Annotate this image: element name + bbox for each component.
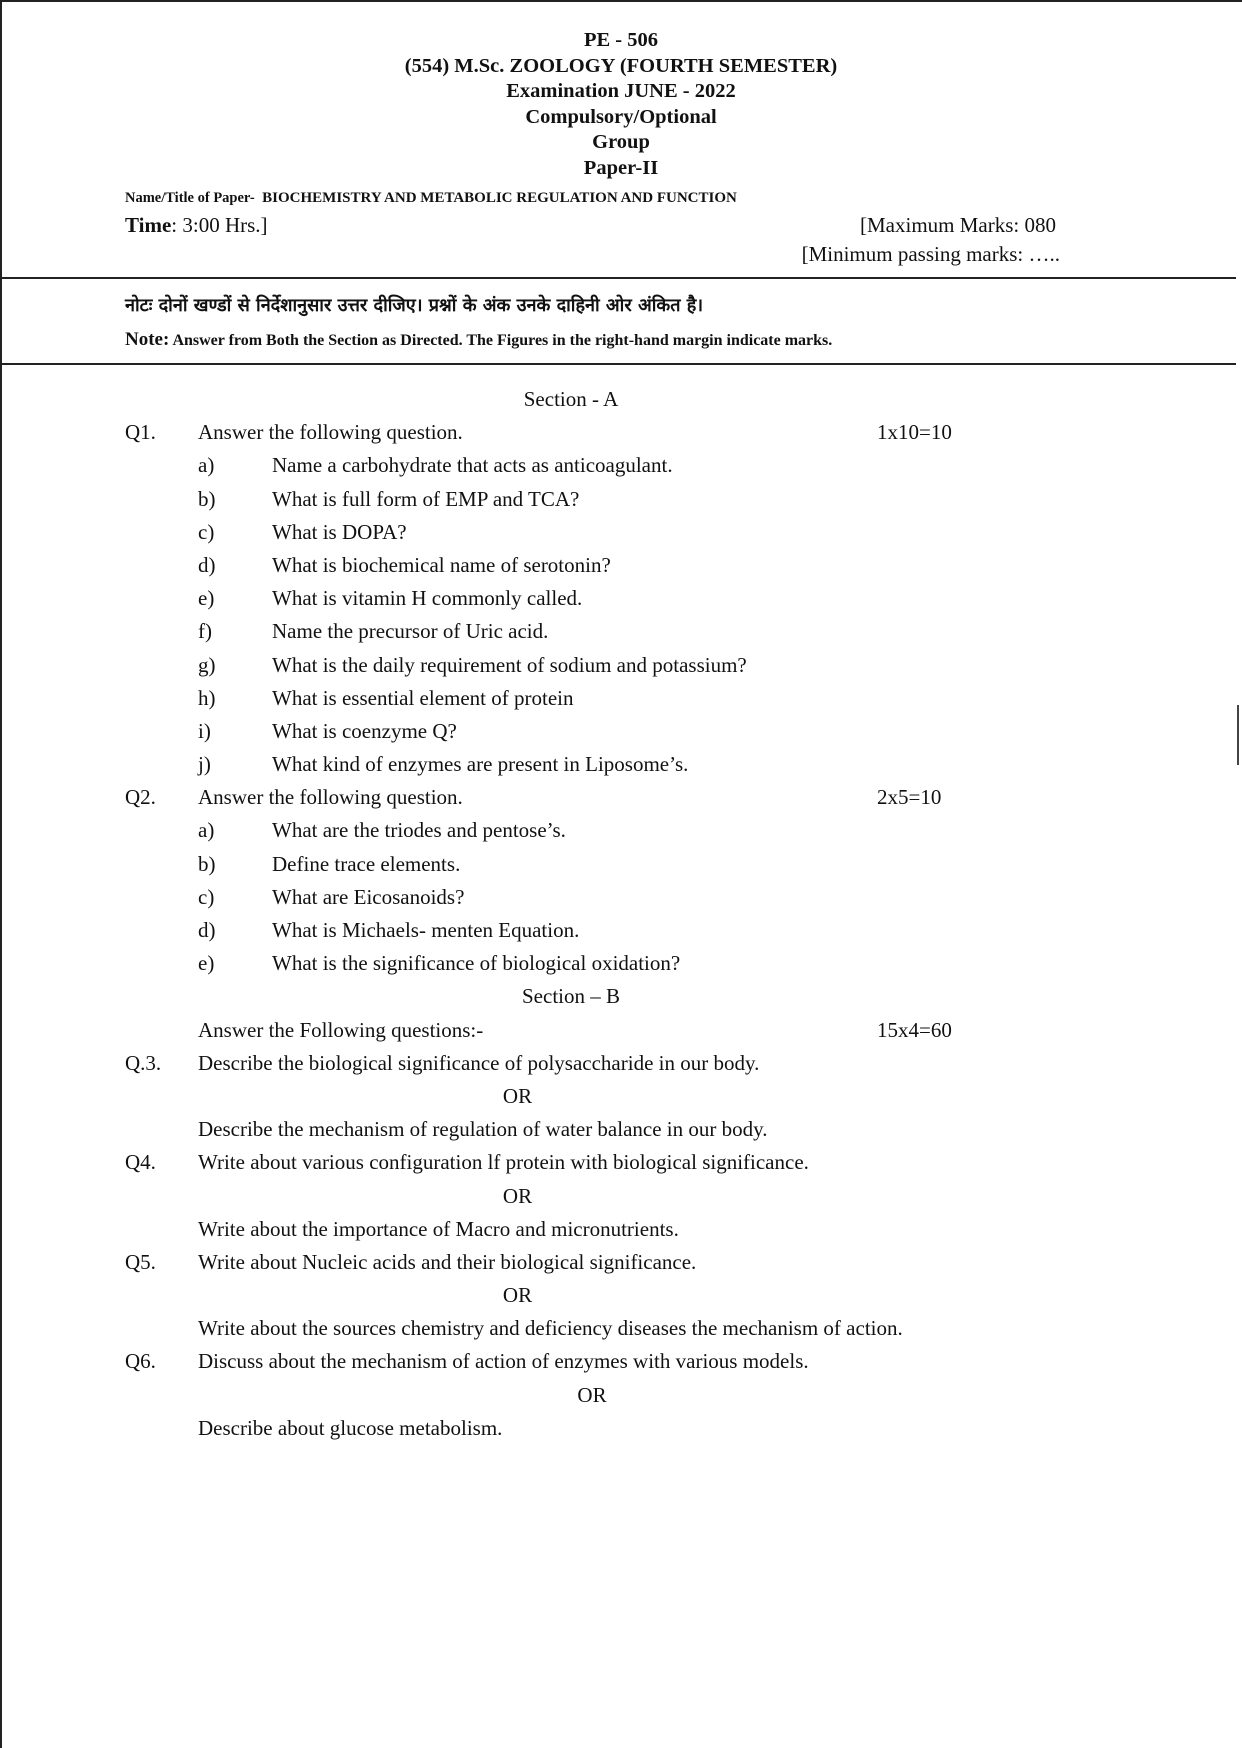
exam-session: Examination JUNE - 2022	[506, 80, 736, 102]
sub-question-label: d)	[198, 918, 216, 942]
question-q1	[0, 416, 1242, 449]
paper-type: Compulsory/Optional	[525, 105, 717, 128]
question-paper-body	[0, 383, 1242, 1445]
question-q3	[0, 1047, 1242, 1080]
maximum-marks: [Maximum Marks: 080	[860, 213, 1056, 237]
paper-name	[125, 190, 737, 207]
question-q6	[0, 1345, 1242, 1378]
divider-top	[0, 277, 1236, 279]
minimum-passing-marks: [Minimum passing marks: …..	[801, 242, 1060, 266]
sub-question-text: What are the triodes and pentose’s.	[272, 818, 566, 843]
sub-question	[0, 483, 1242, 516]
question-marks: 1x10=10	[877, 420, 952, 445]
sub-question-label: h)	[198, 685, 216, 710]
sub-question	[0, 549, 1242, 582]
note-hindi: नोटः दोनों खण्डों से निर्देशानुसार उत्तर दीजिए। प्रश्नों के अंक उनके दाहिनी ओर अंकित है।	[125, 295, 704, 316]
sub-question	[0, 881, 1242, 914]
sub-question-label: a)	[198, 453, 215, 478]
sub-question	[0, 715, 1242, 748]
sub-question	[0, 914, 1242, 947]
question-text: Write about various configuration lf protein with biological significance.	[198, 1150, 809, 1175]
sub-question-label: c)	[198, 519, 215, 544]
sub-question	[0, 814, 1242, 847]
time-label: Time	[125, 213, 172, 237]
sub-question-text: What is biochemical name of serotonin?	[272, 552, 611, 577]
sub-question-label: f)	[198, 619, 212, 644]
sub-question	[0, 947, 1242, 980]
paper-name-title: BIOCHEMISTRY AND METABOLIC REGULATION AND FUNCTION	[262, 190, 737, 206]
sub-question-label: e)	[198, 951, 215, 976]
question-number: Q4.	[125, 1150, 156, 1175]
section-b-marks: 15x4=60	[877, 1017, 952, 1042]
section-b-instruction-row	[0, 1014, 1242, 1047]
sub-question-text: What is the significance of biological oxidation?	[272, 951, 681, 976]
group-label: Group	[592, 131, 650, 153]
question-number: Q2.	[125, 785, 156, 810]
sub-question	[0, 615, 1242, 648]
sub-question-text: What is coenzyme Q?	[272, 718, 457, 743]
sub-question-text: What is full form of EMP and TCA?	[272, 486, 580, 511]
question-q2	[0, 781, 1242, 814]
paper-number: Paper-II	[583, 156, 659, 179]
question-text: Discuss about the mechanism of action of enzymes with various models.	[198, 1349, 809, 1374]
sub-question	[0, 682, 1242, 715]
sub-question-text: What are Eicosanoids?	[272, 884, 465, 909]
or-separator: OR	[577, 1382, 607, 1407]
or-separator: OR	[502, 1183, 533, 1208]
note-english	[125, 329, 832, 351]
question-number: Q6.	[125, 1349, 156, 1374]
question-alternative: Write about the importance of Macro and micronutrients.	[198, 1216, 679, 1241]
question-alternative: Write about the sources chemistry and deficiency diseases the mechanism of action.	[198, 1316, 903, 1341]
sub-question-label: a)	[198, 818, 215, 843]
sub-question-text: What is vitamin H commonly called.	[272, 586, 583, 611]
sub-question-text: What kind of enzymes are present in Liposome’s.	[272, 752, 689, 777]
sub-question-text: What is essential element of protein	[272, 685, 574, 710]
sub-question	[0, 649, 1242, 682]
exam-header	[0, 28, 1242, 181]
page-border-top	[0, 0, 1242, 2]
sub-question-label: j)	[198, 752, 211, 777]
sub-question	[0, 748, 1242, 781]
sub-question-label: g)	[198, 652, 216, 677]
question-number: Q1.	[125, 420, 156, 445]
sub-question-text: What is DOPA?	[272, 519, 407, 544]
or-separator: OR	[502, 1283, 533, 1308]
scan-edge-mark	[1237, 705, 1239, 765]
sub-question-label: b)	[198, 851, 216, 876]
time-value: : 3:00 Hrs.]	[171, 213, 268, 237]
section-b-instruction: Answer the Following questions:-	[198, 1017, 484, 1042]
question-q4	[0, 1146, 1242, 1179]
sub-question	[0, 449, 1242, 482]
question-text: Answer the following question.	[198, 785, 463, 810]
sub-question	[0, 582, 1242, 615]
sub-question-label: d)	[198, 552, 216, 577]
note-text: Answer from Both the Section as Directed. The Figures in the right-hand margin indicate marks.	[172, 332, 833, 349]
sub-question-label: c)	[198, 884, 215, 909]
question-alternative: Describe about glucose metabolism.	[198, 1415, 503, 1440]
sub-question-label: e)	[198, 586, 215, 611]
sub-question-text: Name a carbohydrate that acts as anticoagulant.	[272, 453, 673, 478]
sub-question-label: b)	[198, 486, 216, 511]
sub-question-text: Name the precursor of Uric acid.	[272, 619, 549, 644]
sub-question	[0, 516, 1242, 549]
sub-question	[0, 848, 1242, 881]
sub-question-text: What is Michaels- menten Equation.	[272, 918, 580, 942]
sub-question-text: Define trace elements.	[272, 851, 461, 876]
paper-code: PE - 506	[583, 29, 659, 51]
question-alternative: Describe the mechanism of regulation of water balance in our body.	[198, 1117, 768, 1142]
course-title: (554) M.Sc. ZOOLOGY (FOURTH SEMESTER)	[404, 54, 838, 77]
question-number: Q.3.	[125, 1050, 162, 1075]
section-b-title: Section – B	[522, 984, 620, 1009]
note-label: Note:	[125, 329, 170, 350]
divider-bottom	[0, 363, 1236, 365]
section-a-title: Section - A	[523, 387, 619, 411]
question-text: Write about Nucleic acids and their biological significance.	[198, 1249, 697, 1274]
question-text: Describe the biological significance of polysaccharide in our body.	[198, 1050, 760, 1075]
paper-name-label: Name/Title of Paper-	[125, 190, 255, 206]
question-q5	[0, 1246, 1242, 1279]
or-separator: OR	[502, 1083, 533, 1108]
sub-question-label: i)	[198, 718, 211, 743]
sub-question-text: What is the daily requirement of sodium and potassium?	[272, 652, 747, 677]
question-number: Q5.	[125, 1249, 156, 1274]
question-marks: 2x5=10	[877, 785, 942, 810]
question-text: Answer the following question.	[198, 420, 463, 445]
time-allowed	[125, 213, 268, 238]
